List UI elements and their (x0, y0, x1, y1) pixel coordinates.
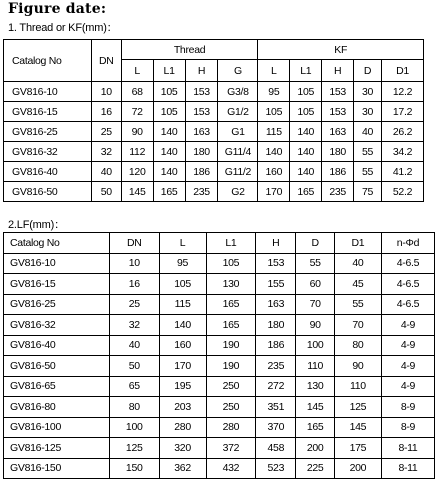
table-row (4, 315, 435, 336)
cell-l: 170 (159, 356, 206, 377)
cell-kf-d: 40 (354, 122, 382, 142)
cell-l: 362 (159, 458, 206, 479)
cell-d: 90 (296, 315, 334, 336)
cell-catalog-no: GV816-15 (4, 102, 92, 122)
cell-catalog-no: GV816-100 (4, 417, 110, 438)
cell-catalog-no: GV816-25 (4, 294, 110, 315)
cell-thread-h: 235 (185, 182, 218, 202)
cell-kf-d: 30 (354, 82, 382, 102)
cell-catalog-no: GV816-150 (4, 458, 110, 479)
cell-l: 95 (159, 253, 206, 274)
cell-thread-h: 163 (185, 122, 218, 142)
cell-l: 115 (159, 294, 206, 315)
cell-kf-d: 55 (354, 162, 382, 182)
cell-kf-l: 95 (258, 82, 290, 102)
cell-h: 186 (256, 335, 296, 356)
cell-l: 320 (159, 438, 206, 459)
cell-thread-l1: 140 (153, 142, 185, 162)
cell-h: 351 (256, 397, 296, 418)
cell-dn: 16 (91, 102, 121, 122)
cell-thread-h: 186 (185, 162, 218, 182)
cell-dn: 10 (91, 82, 121, 102)
cell-l1: 130 (206, 274, 256, 295)
cell-h: 370 (256, 417, 296, 438)
col-dn: DN (91, 40, 121, 82)
cell-d: 70 (296, 294, 334, 315)
col-thread-l1: L1 (153, 60, 185, 82)
cell-dn: 32 (109, 315, 159, 336)
cell-d1: 70 (334, 315, 381, 336)
cell-n-phi-d: 4-9 (381, 335, 434, 356)
table-row (4, 438, 435, 459)
col-group-kf: KF (258, 40, 424, 60)
table-row (4, 122, 424, 142)
cell-thread-l1: 105 (153, 82, 185, 102)
cell-catalog-no: GV816-50 (4, 182, 92, 202)
cell-catalog-no: GV816-40 (4, 335, 110, 356)
thread-kf-table (3, 39, 424, 202)
cell-thread-l: 112 (121, 142, 153, 162)
cell-thread-l: 72 (121, 102, 153, 122)
cell-n-phi-d: 4-9 (381, 356, 434, 377)
table-row (4, 253, 435, 274)
cell-thread-g: G11/2 (218, 162, 258, 182)
cell-kf-d1: 34.2 (382, 142, 424, 162)
thread-kf-table-body (4, 82, 424, 202)
col-dn: DN (109, 233, 159, 254)
cell-thread-l1: 140 (153, 162, 185, 182)
cell-thread-h: 180 (185, 142, 218, 162)
table-row (4, 397, 435, 418)
cell-catalog-no: GV816-10 (4, 253, 110, 274)
cell-kf-l: 160 (258, 162, 290, 182)
cell-thread-g: G11/4 (218, 142, 258, 162)
table-row (4, 335, 435, 356)
cell-catalog-no: GV816-50 (4, 356, 110, 377)
cell-l1: 190 (206, 356, 256, 377)
cell-d: 100 (296, 335, 334, 356)
cell-h: 180 (256, 315, 296, 336)
cell-kf-h: 180 (322, 142, 354, 162)
cell-kf-h: 186 (322, 162, 354, 182)
table-row (4, 82, 424, 102)
cell-kf-l: 115 (258, 122, 290, 142)
col-d: D (296, 233, 334, 254)
cell-kf-l1: 140 (290, 142, 322, 162)
cell-thread-l1: 105 (153, 102, 185, 122)
cell-n-phi-d: 4-6.5 (381, 253, 434, 274)
cell-kf-l1: 165 (290, 182, 322, 202)
cell-n-phi-d: 4-9 (381, 315, 434, 336)
cell-l1: 432 (206, 458, 256, 479)
col-l: L (159, 233, 206, 254)
cell-l1: 250 (206, 376, 256, 397)
cell-kf-l1: 105 (290, 102, 322, 122)
table-row (4, 376, 435, 397)
cell-catalog-no: GV816-40 (4, 162, 92, 182)
cell-h: 155 (256, 274, 296, 295)
cell-l: 140 (159, 315, 206, 336)
cell-kf-d: 30 (354, 102, 382, 122)
col-n-phi-d: n-Φd (381, 233, 434, 254)
cell-kf-d1: 17.2 (382, 102, 424, 122)
cell-h: 153 (256, 253, 296, 274)
cell-d1: 45 (334, 274, 381, 295)
cell-h: 235 (256, 356, 296, 377)
cell-dn: 25 (109, 294, 159, 315)
col-kf-l1: L1 (290, 60, 322, 82)
cell-l1: 165 (206, 294, 256, 315)
col-d1: D1 (334, 233, 381, 254)
cell-h: 163 (256, 294, 296, 315)
cell-dn: 40 (109, 335, 159, 356)
cell-kf-d: 55 (354, 142, 382, 162)
cell-catalog-no: GV816-125 (4, 438, 110, 459)
cell-thread-l: 120 (121, 162, 153, 182)
cell-n-phi-d: 4-6.5 (381, 294, 434, 315)
cell-l1: 372 (206, 438, 256, 459)
cell-d1: 110 (334, 376, 381, 397)
cell-thread-h: 153 (185, 82, 218, 102)
cell-l: 203 (159, 397, 206, 418)
cell-n-phi-d: 4-6.5 (381, 274, 434, 295)
cell-dn: 10 (109, 253, 159, 274)
cell-d1: 80 (334, 335, 381, 356)
cell-kf-h: 153 (322, 82, 354, 102)
cell-n-phi-d: 8-11 (381, 438, 434, 459)
table-row (4, 182, 424, 202)
cell-thread-h: 153 (185, 102, 218, 122)
cell-dn: 150 (109, 458, 159, 479)
cell-d: 55 (296, 253, 334, 274)
col-catalog-no: Catalog No (4, 40, 92, 82)
cell-catalog-no: GV816-32 (4, 142, 92, 162)
cell-l1: 250 (206, 397, 256, 418)
cell-kf-h: 163 (322, 122, 354, 142)
col-group-thread: Thread (121, 40, 258, 60)
table-row (4, 417, 435, 438)
cell-dn: 65 (109, 376, 159, 397)
cell-d: 145 (296, 397, 334, 418)
cell-kf-l1: 140 (290, 122, 322, 142)
col-kf-l: L (258, 60, 290, 82)
cell-kf-h: 153 (322, 102, 354, 122)
cell-d1: 40 (334, 253, 381, 274)
cell-thread-g: G1 (218, 122, 258, 142)
cell-h: 272 (256, 376, 296, 397)
cell-kf-d1: 26.2 (382, 122, 424, 142)
cell-d1: 90 (334, 356, 381, 377)
cell-d1: 145 (334, 417, 381, 438)
cell-d1: 125 (334, 397, 381, 418)
table-row (4, 294, 435, 315)
cell-dn: 50 (109, 356, 159, 377)
lf-table-body (4, 253, 435, 479)
table-row (4, 274, 435, 295)
cell-l1: 280 (206, 417, 256, 438)
cell-catalog-no: GV816-32 (4, 315, 110, 336)
cell-thread-l: 68 (121, 82, 153, 102)
cell-l: 195 (159, 376, 206, 397)
cell-catalog-no: GV816-80 (4, 397, 110, 418)
cell-kf-d1: 52.2 (382, 182, 424, 202)
cell-l1: 190 (206, 335, 256, 356)
cell-n-phi-d: 8-9 (381, 417, 434, 438)
table-row (4, 162, 424, 182)
cell-dn: 25 (91, 122, 121, 142)
col-catalog-no: Catalog No (4, 233, 110, 254)
cell-d1: 200 (334, 458, 381, 479)
cell-l: 160 (159, 335, 206, 356)
table-row (4, 356, 435, 377)
cell-h: 523 (256, 458, 296, 479)
cell-dn: 50 (91, 182, 121, 202)
cell-thread-g: G2 (218, 182, 258, 202)
cell-catalog-no: GV816-15 (4, 274, 110, 295)
cell-kf-l1: 105 (290, 82, 322, 102)
cell-dn: 40 (91, 162, 121, 182)
cell-d: 200 (296, 438, 334, 459)
cell-n-phi-d: 8-9 (381, 397, 434, 418)
cell-thread-l: 145 (121, 182, 153, 202)
cell-l1: 105 (206, 253, 256, 274)
cell-thread-g: G1/2 (218, 102, 258, 122)
cell-dn: 100 (109, 417, 159, 438)
cell-kf-l: 105 (258, 102, 290, 122)
section1-heading: 1. Thread or KF(mm)： (8, 22, 118, 34)
cell-d1: 55 (334, 294, 381, 315)
cell-l: 280 (159, 417, 206, 438)
cell-d: 60 (296, 274, 334, 295)
cell-catalog-no: GV816-10 (4, 82, 92, 102)
cell-kf-l1: 140 (290, 162, 322, 182)
cell-dn: 80 (109, 397, 159, 418)
col-kf-d1: D1 (382, 60, 424, 82)
cell-kf-d1: 41.2 (382, 162, 424, 182)
cell-d: 110 (296, 356, 334, 377)
cell-catalog-no: GV816-65 (4, 376, 110, 397)
table-row (4, 458, 435, 479)
col-h: H (256, 233, 296, 254)
cell-thread-l1: 165 (153, 182, 185, 202)
cell-d: 225 (296, 458, 334, 479)
cell-thread-l: 90 (121, 122, 153, 142)
cell-kf-d: 75 (354, 182, 382, 202)
cell-kf-h: 235 (322, 182, 354, 202)
cell-catalog-no: GV816-25 (4, 122, 92, 142)
col-kf-h: H (322, 60, 354, 82)
cell-d1: 175 (334, 438, 381, 459)
table-row (4, 102, 424, 122)
cell-h: 458 (256, 438, 296, 459)
lf-table (3, 232, 435, 479)
table-row (4, 142, 424, 162)
cell-l: 105 (159, 274, 206, 295)
section2-heading: 2.LF(mm)： (8, 219, 65, 231)
col-thread-h: H (185, 60, 218, 82)
cell-kf-l: 170 (258, 182, 290, 202)
col-thread-l: L (121, 60, 153, 82)
cell-dn: 32 (91, 142, 121, 162)
cell-dn: 16 (109, 274, 159, 295)
cell-n-phi-d: 4-9 (381, 376, 434, 397)
col-kf-d: D (354, 60, 382, 82)
cell-n-phi-d: 8-11 (381, 458, 434, 479)
cell-thread-l1: 140 (153, 122, 185, 142)
cell-l1: 165 (206, 315, 256, 336)
cell-d: 130 (296, 376, 334, 397)
cell-dn: 125 (109, 438, 159, 459)
col-l1: L1 (206, 233, 256, 254)
cell-kf-l: 140 (258, 142, 290, 162)
page-title: Figure date: (8, 1, 107, 17)
col-thread-g: G (218, 60, 258, 82)
cell-d: 165 (296, 417, 334, 438)
cell-kf-d1: 12.2 (382, 82, 424, 102)
cell-thread-g: G3/8 (218, 82, 258, 102)
